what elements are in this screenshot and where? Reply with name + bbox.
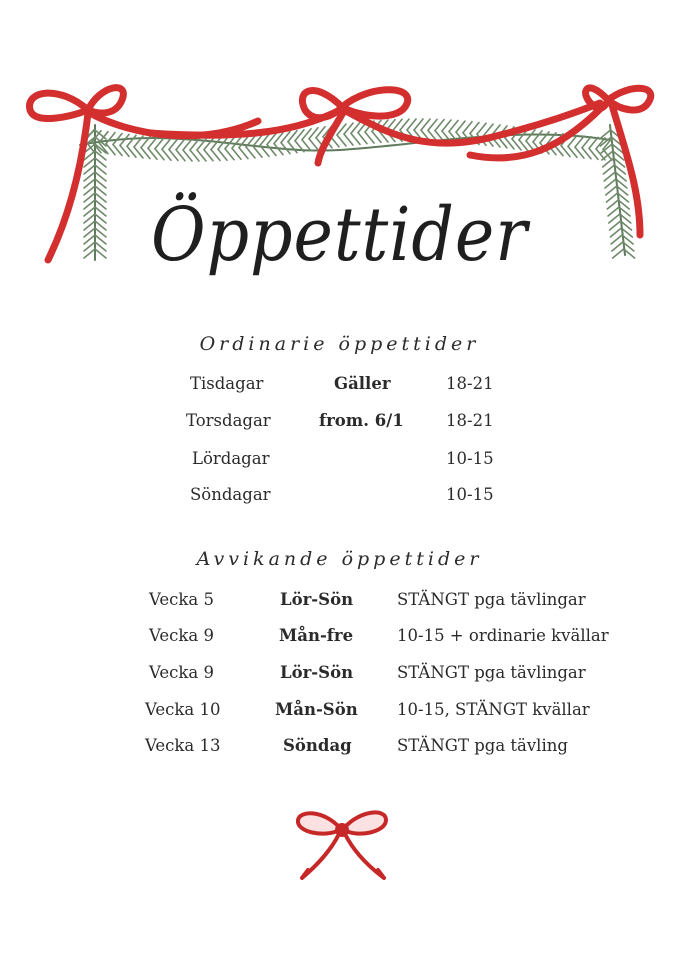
validity-note: Gäller (334, 374, 391, 393)
week-label: Vecka 10 (145, 700, 221, 719)
days-label: Mån-fre (279, 626, 354, 645)
table-row (0, 485, 679, 509)
info-text: 10-15 + ordinarie kvällar (397, 626, 609, 645)
day-label: Torsdagar (186, 411, 271, 430)
hours-value: 10-15 (446, 449, 494, 468)
red-bow-icon (294, 804, 390, 884)
week-label: Vecka 9 (149, 663, 214, 682)
info-text: STÄNGT pga tävlingar (397, 663, 586, 682)
table-row (0, 590, 679, 614)
page-title: Öppettider (150, 192, 528, 278)
day-label: Tisdagar (190, 374, 264, 393)
info-text: 10-15, STÄNGT kvällar (397, 700, 590, 719)
table-row (0, 736, 679, 760)
ordinary-hours-heading: Ordinarie öppettider (199, 333, 480, 355)
info-text: STÄNGT pga tävlingar (397, 590, 586, 609)
week-label: Vecka 9 (149, 626, 214, 645)
hours-value: 18-21 (446, 411, 494, 430)
validity-note: from. 6/1 (319, 411, 404, 430)
days-label: Söndag (283, 736, 352, 755)
week-label: Vecka 5 (149, 590, 214, 609)
week-label: Vecka 13 (145, 736, 221, 755)
table-row (0, 663, 679, 687)
hours-value: 18-21 (446, 374, 494, 393)
table-row (0, 626, 679, 650)
days-label: Lör-Sön (280, 590, 354, 609)
info-text: STÄNGT pga tävling (397, 736, 568, 755)
day-label: Söndagar (190, 485, 271, 504)
day-label: Lördagar (192, 449, 270, 468)
days-label: Mån-Sön (275, 700, 358, 719)
table-row (0, 449, 679, 473)
table-row (0, 411, 679, 435)
days-label: Lör-Sön (280, 663, 354, 682)
deviating-hours-heading: Avvikande öppettider (196, 548, 483, 570)
table-row (0, 700, 679, 724)
hours-value: 10-15 (446, 485, 494, 504)
table-row (0, 374, 679, 398)
